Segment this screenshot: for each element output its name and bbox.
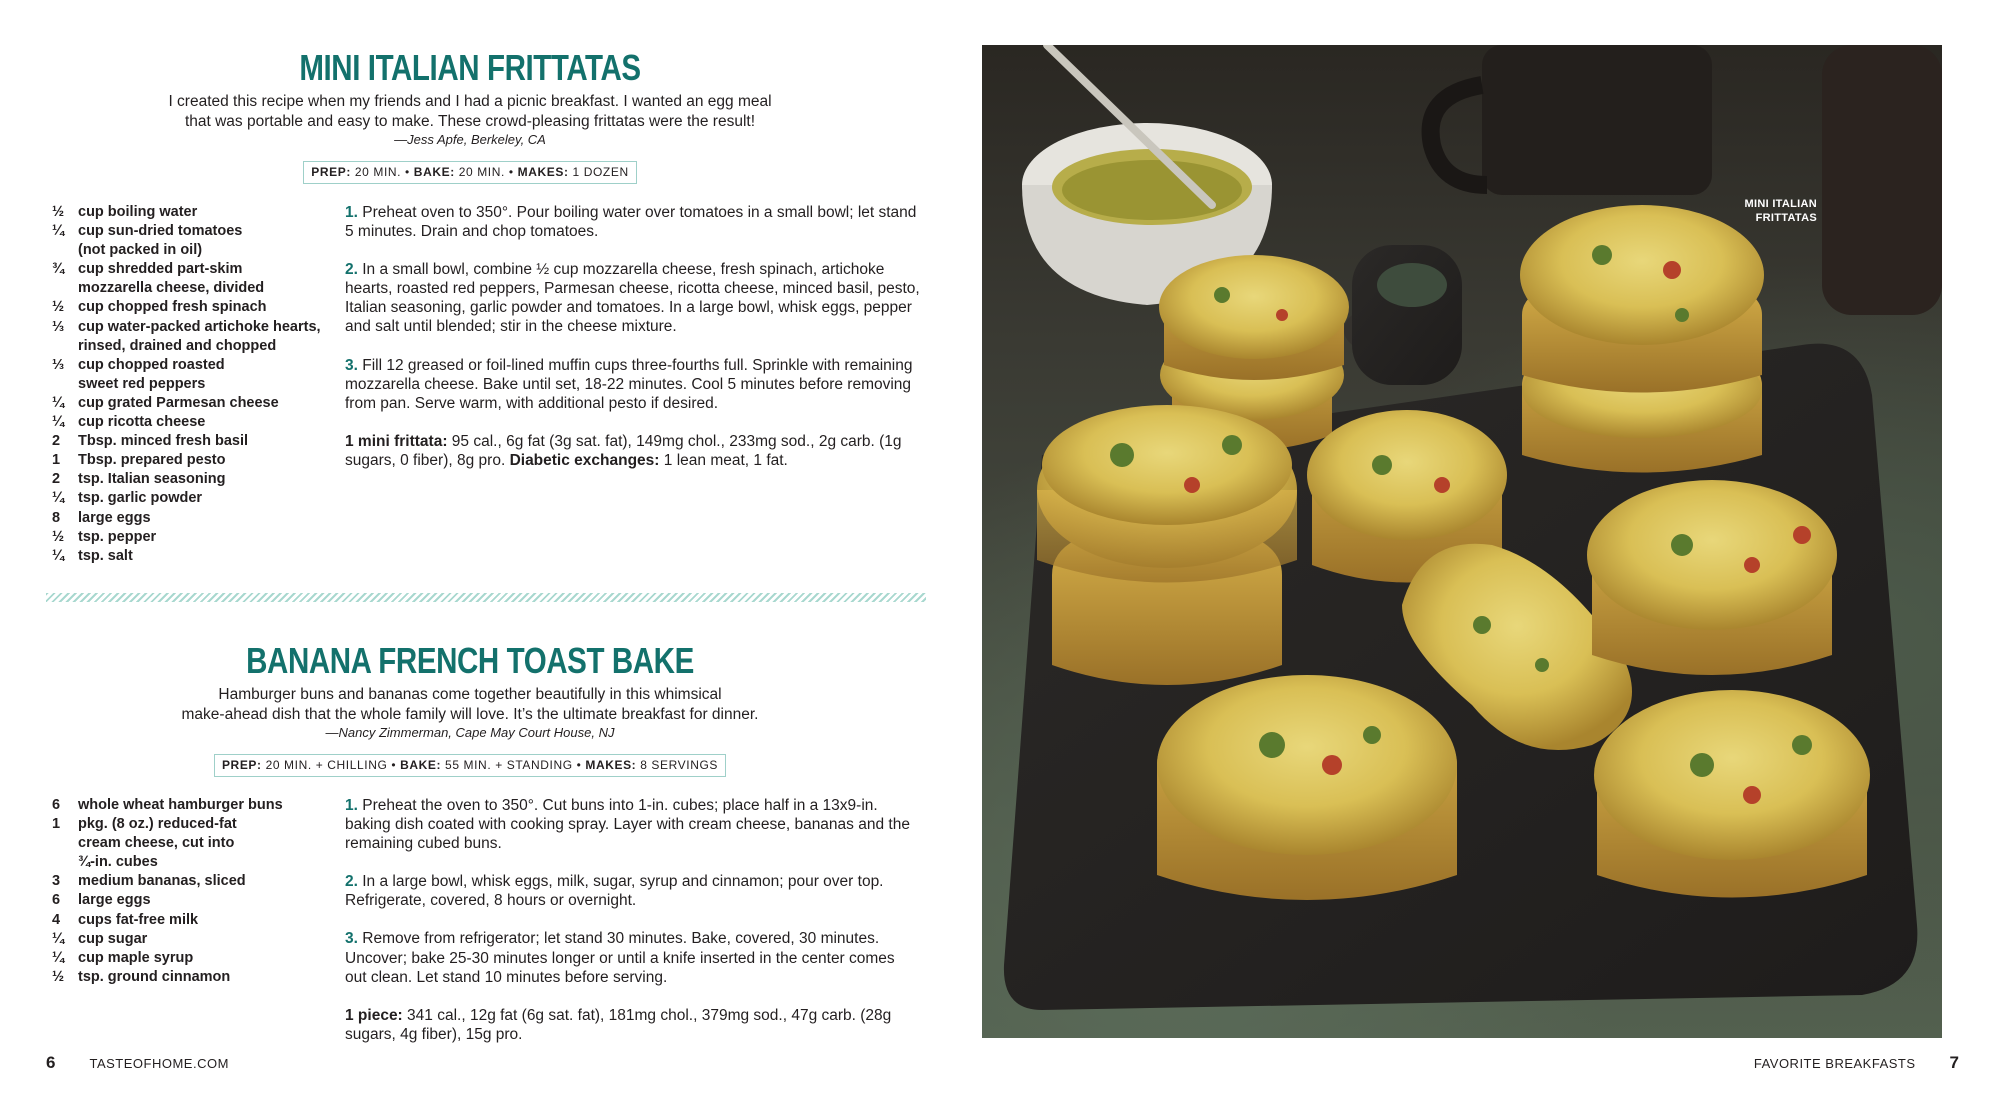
- ingredient-text: pkg. (8 oz.) reduced-fat: [78, 816, 237, 833]
- ingredient-row: [52, 318, 342, 337]
- ingredient-quantity: ¼: [52, 223, 65, 240]
- ingredient-text: Tbsp. minced fresh basil: [78, 433, 249, 450]
- ingredient-row: [52, 872, 342, 891]
- timing-box: PREP: 20 MIN. • BAKE: 20 MIN. • MAKES: 1 DOZEN: [303, 161, 636, 184]
- mug-shape: [1822, 45, 1942, 315]
- left-page: [0, 0, 980, 1108]
- frittata-front-right: [1594, 690, 1870, 898]
- page-number: 7: [1949, 1053, 1959, 1072]
- recipe-mini-italian-frittatas: [0, 48, 940, 184]
- ingredient-text: cream cheese, cut into: [78, 835, 235, 852]
- ingredient-row: [52, 489, 342, 508]
- step: 3. Remove from refrigerator; let stand 30 minutes. Bake, covered, 30 minutes. Uncover; bake 25-30 minutes longer or until a knife inserted in the center comes out clean. Let stand 10 minutes before serving.: [345, 930, 895, 986]
- ingredient-row: [52, 968, 342, 987]
- ingredient-text: ¾-in. cubes: [78, 854, 158, 871]
- page-footer: [46, 1053, 229, 1073]
- ingredient-text: large eggs: [78, 509, 151, 526]
- ingredient-text: cup water-packed artichoke hearts,: [78, 318, 321, 335]
- ingredient-quantity: ¼: [52, 394, 65, 411]
- ingredient-quantity: ¼: [52, 547, 65, 564]
- directions: [345, 796, 920, 1044]
- ingredient-quantity: 1: [52, 816, 61, 833]
- ingredient-quantity: [52, 241, 78, 260]
- ingredient-quantity: 2: [52, 471, 61, 488]
- ingredient-quantity: ¼: [52, 414, 65, 431]
- step: 2. In a large bowl, whisk eggs, milk, sugar, syrup and cinnamon; pour over top. Refrigerate, covered, 8 hours or overnight.: [345, 873, 884, 910]
- ingredient-row: [52, 394, 342, 413]
- ingredient-row: [52, 834, 342, 853]
- ingredient-row: [52, 337, 342, 356]
- ingredient-text: sweet red peppers: [78, 375, 206, 392]
- ingredient-text: large eggs: [78, 892, 151, 909]
- ingredient-quantity: ⅓: [52, 356, 65, 373]
- ingredient-row: [52, 451, 342, 470]
- ingredient-text: cup ricotta cheese: [78, 414, 206, 431]
- ingredient-row: [52, 911, 342, 930]
- step: 2. In a small bowl, combine ½ cup mozzarella cheese, fresh spinach, artichoke hearts, roasted red peppers, Parmesan cheese, ricotta cheese, minced basil, pesto, Italian seasoning, garlic powder and tomatoes. In a large bowl, whisk eggs, pepper and salt until blended; stir in the cheese mixture.: [345, 261, 920, 336]
- ingredient-text: cup sugar: [78, 930, 148, 947]
- ingredient-quantity: 6: [52, 892, 61, 909]
- step: 1. Preheat oven to 350°. Pour boiling water over tomatoes in a small bowl; let stand 5 minutes. Drain and chop tomatoes.: [345, 204, 917, 241]
- nutrition-facts: 1 piece: 341 cal., 12g fat (6g sat. fat), 181mg chol., 379mg sod., 47g carb. (28g sugars, 4g fiber), 15g pro.: [345, 1006, 892, 1043]
- ingredient-row: [52, 547, 342, 566]
- ingredient-text: Tbsp. prepared pesto: [78, 452, 226, 469]
- intro-line: I created this recipe when my friends and I had a picnic breakfast. I wanted an egg meal: [168, 93, 772, 110]
- ingredient-quantity: [52, 834, 78, 853]
- frittata-photo: [982, 45, 1942, 1038]
- ingredient-text: cup sun-dried tomatoes: [78, 223, 243, 240]
- frittata-right: [1587, 480, 1837, 675]
- ingredient-text: whole wheat hamburger buns: [78, 797, 283, 813]
- ingredient-row: [52, 260, 342, 279]
- ingredient-quantity: ¼: [52, 949, 65, 966]
- ingredient-text: (not packed in oil): [78, 242, 203, 259]
- page-footer: [1754, 1053, 1959, 1073]
- ingredient-text: cup chopped fresh spinach: [78, 299, 267, 316]
- ingredient-row: [52, 949, 342, 968]
- ingredient-quantity: 1: [52, 452, 61, 469]
- ingredient-row: [52, 375, 342, 394]
- ingredient-row: [52, 528, 342, 547]
- right-page: [980, 0, 2000, 1108]
- recipe-byline: —Jess Apfe, Berkeley, CA: [394, 132, 546, 147]
- ingredient-text: rinsed, drained and chopped: [78, 337, 277, 354]
- ingredient-row: [52, 356, 342, 375]
- ingredient-quantity: ½: [52, 968, 65, 985]
- ingredient-text: tsp. salt: [78, 547, 133, 564]
- ingredient-text: cup boiling water: [78, 204, 198, 220]
- recipe-title: MINI ITALIAN FRITTATAS: [299, 47, 641, 88]
- ingredient-row: [52, 796, 342, 815]
- recipe-intro: [0, 92, 940, 131]
- intro-line: Hamburger buns and bananas come together beautifully in this whimsical: [218, 686, 722, 703]
- recipe-byline: —Nancy Zimmerman, Cape May Court House, NJ: [325, 725, 615, 740]
- intro-line: that was portable and easy to make. These crowd-pleasing frittatas were the result!: [184, 112, 756, 130]
- ingredient-row: [52, 930, 342, 949]
- directions: [345, 203, 920, 470]
- ingredient-text: cup grated Parmesan cheese: [78, 394, 279, 411]
- ingredient-row: [52, 241, 342, 260]
- frittata-front-left: [1157, 675, 1457, 900]
- frittata-illustration: [982, 45, 1942, 1038]
- ingredient-list: [52, 203, 342, 566]
- section-name: FAVORITE BREAKFASTS: [1753, 1056, 1916, 1071]
- ingredient-quantity: [52, 279, 78, 298]
- ingredient-text: mozzarella cheese, divided: [78, 280, 265, 297]
- ingredient-quantity: 3: [52, 873, 61, 890]
- ingredient-text: cups fat-free milk: [78, 911, 199, 928]
- mug-shape: [1482, 45, 1712, 195]
- timing-box: PREP: 20 MIN. + CHILLING • BAKE: 55 MIN. + STANDING • MAKES: 8 SERVINGS: [214, 754, 726, 777]
- site-name: TASTEOFHOME.COM: [89, 1056, 229, 1071]
- ingredient-quantity: ¾: [52, 261, 65, 278]
- section-divider: [46, 593, 926, 602]
- intro-line: make-ahead dish that the whole family will love. It’s the ultimate breakfast for dinner.: [181, 705, 759, 723]
- ingredient-text: tsp. garlic powder: [78, 490, 203, 507]
- ingredient-row: [52, 432, 342, 451]
- ingredient-row: [52, 298, 342, 317]
- ingredient-quantity: ¼: [52, 930, 65, 947]
- ingredient-row: [52, 203, 342, 222]
- ingredient-text: tsp. pepper: [78, 528, 157, 545]
- step: 1. Preheat the oven to 350°. Cut buns into 1-in. cubes; place half in a 13x9-in. baking dish coated with cooking spray. Layer with cream cheese, bananas and the remaining cubed buns.: [345, 797, 910, 853]
- ingredient-row: [52, 509, 342, 528]
- ingredient-quantity: ½: [52, 299, 65, 316]
- ingredient-row: [52, 279, 342, 298]
- ingredient-row: [52, 815, 342, 834]
- ingredient-quantity: 6: [52, 797, 61, 813]
- ingredient-row: [52, 413, 342, 432]
- recipe-intro: [0, 685, 940, 724]
- ingredient-text: tsp. ground cinnamon: [78, 968, 231, 985]
- frittata-stack-right: [1520, 205, 1764, 473]
- step: 3. Fill 12 greased or foil-lined muffin cups three-fourths full. Sprinkle with remaining mozzarella cheese. Bake until set, 18-22 minutes. Cool 5 minutes before removing from pan. Serve warm, with additional pesto if desired.: [345, 356, 913, 412]
- photo-caption: MINI ITALIAN FRITTATAS: [1744, 198, 1817, 224]
- ingredient-text: medium bananas, sliced: [78, 873, 246, 890]
- ingredient-quantity: ½: [52, 204, 65, 220]
- ingredient-text: tsp. Italian seasoning: [78, 471, 226, 488]
- ingredient-row: [52, 470, 342, 489]
- ingredient-quantity: [52, 853, 78, 872]
- ingredient-text: cup chopped roasted: [78, 356, 225, 373]
- ingredient-text: cup maple syrup: [78, 949, 194, 966]
- ingredient-quantity: ½: [52, 528, 65, 545]
- ingredient-quantity: 2: [52, 433, 61, 450]
- ingredient-row: [52, 222, 342, 241]
- recipe-banana-french-toast-bake: [0, 641, 940, 777]
- ingredient-quantity: [52, 375, 78, 394]
- nutrition-facts: 1 mini frittata: 95 cal., 6g fat (3g sat. fat), 149mg chol., 233mg sod., 2g carb. (1g sugars, 0 fiber), 8g pro. Diabetic exchanges: 1 lean meat, 1 fat.: [345, 432, 902, 469]
- ingredient-quantity: ¼: [52, 490, 65, 507]
- ingredient-text: cup shredded part-skim: [78, 261, 243, 278]
- ingredient-row: [52, 853, 342, 872]
- ingredient-list: [52, 796, 342, 987]
- ingredient-quantity: 4: [52, 911, 61, 928]
- ingredient-quantity: ⅓: [52, 318, 65, 335]
- recipe-title: BANANA FRENCH TOAST BAKE: [246, 640, 694, 681]
- ingredient-quantity: 8: [52, 509, 61, 526]
- frittata-left-stack: [1037, 405, 1297, 685]
- page-number: 6: [46, 1053, 56, 1072]
- ingredient-quantity: [52, 337, 78, 356]
- ingredient-row: [52, 891, 342, 910]
